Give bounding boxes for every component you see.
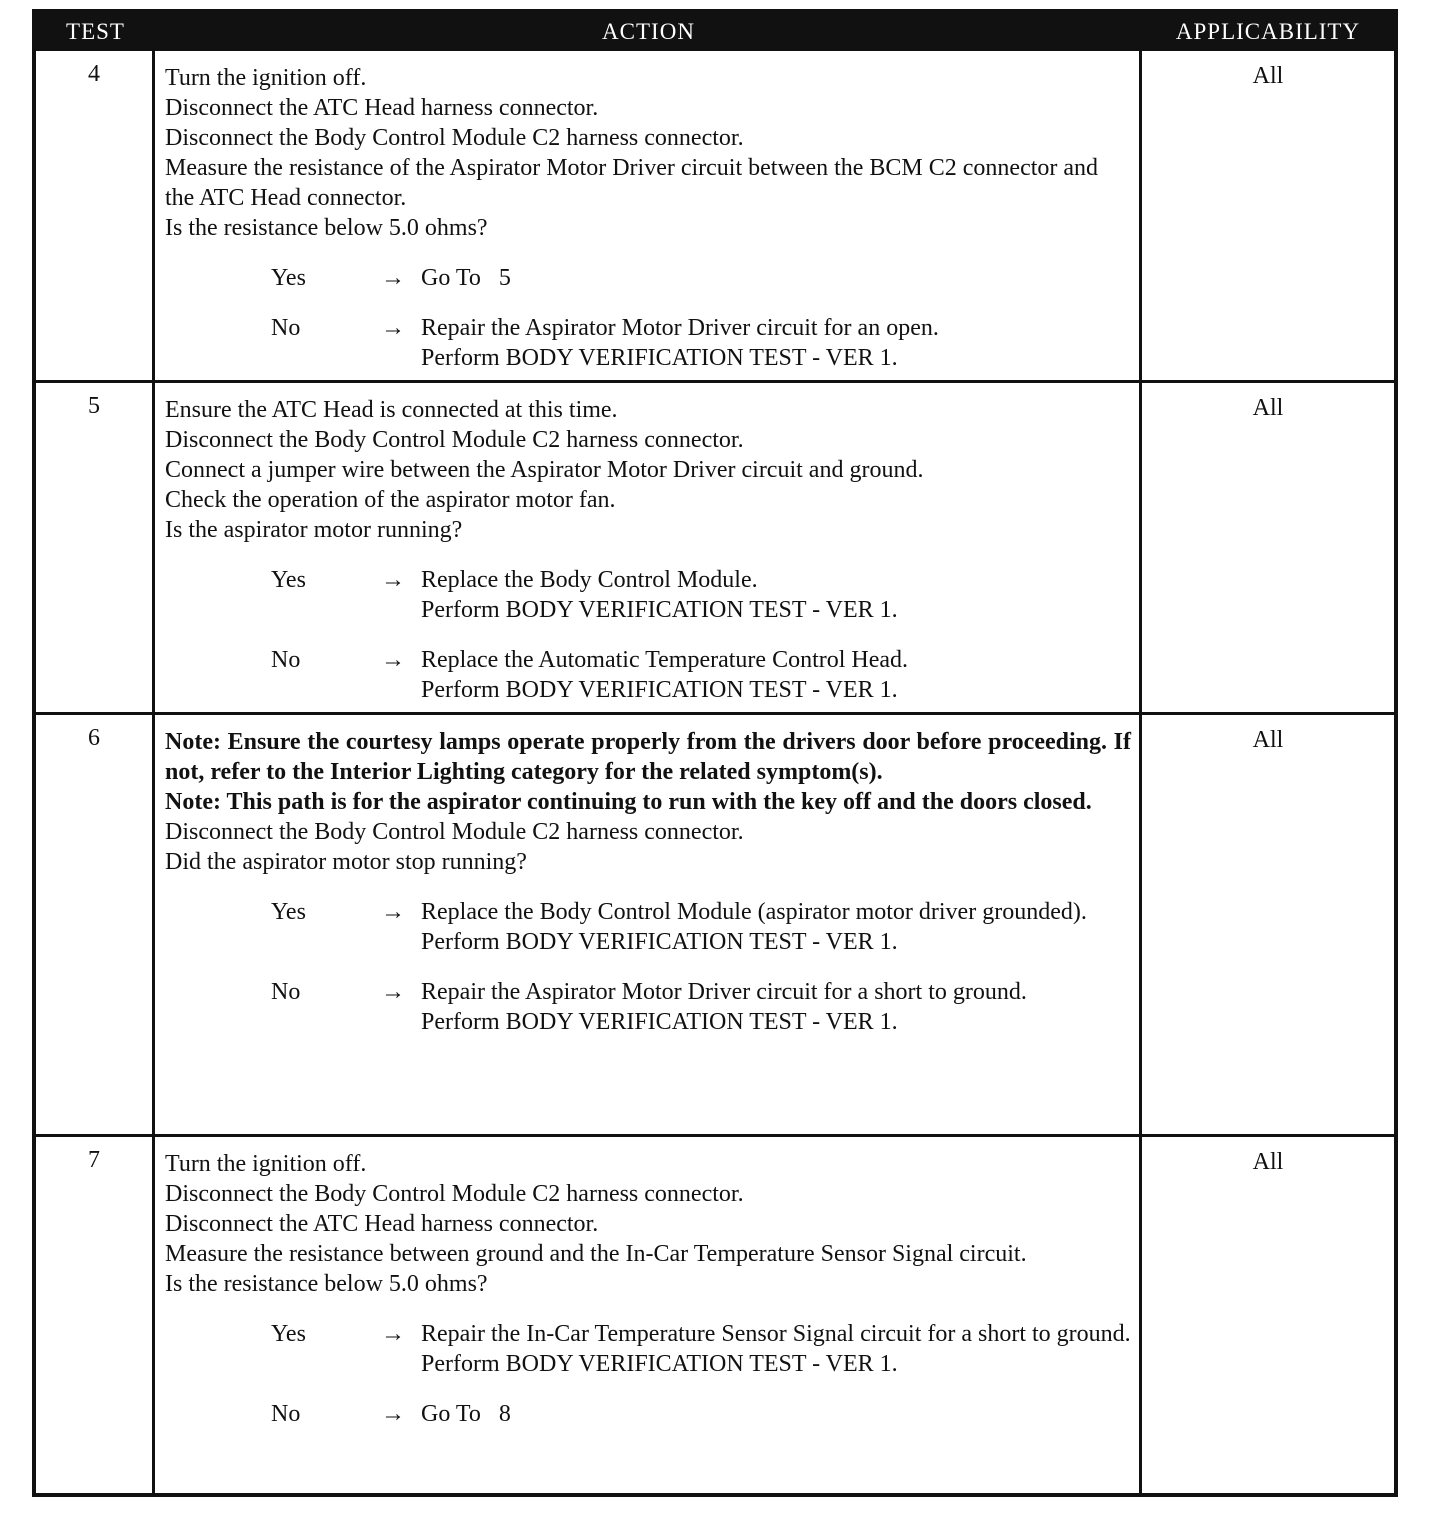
no-result-line: Repair the Aspirator Motor Driver circuit for an open. [421,315,939,341]
action-line: Disconnect the Body Control Module C2 harness connector. [165,819,744,845]
yes-branch [165,897,1131,957]
yes-result-line: Repair the In-Car Temperature Sensor Signal circuit for a short to ground. [421,1321,1131,1347]
diagnostic-test-table [32,9,1398,1497]
no-branch [165,645,1131,705]
no-result-line: Perform BODY VERIFICATION TEST - VER 1. [421,1009,898,1035]
no-label: No [271,315,301,341]
applicability-cell: All [1252,1149,1284,1175]
yes-branch [165,1319,1131,1379]
applicability-cell: All [1252,395,1284,421]
arrow-icon: → [381,899,405,925]
action-line: Measure the resistance of the Aspirator Motor Driver circuit between the BCM C2 connector and the ATC Head connector. [165,155,1099,211]
action-line: Disconnect the ATC Head harness connector. [165,1211,599,1237]
arrow-icon: → [381,567,405,593]
yes-label: Yes [271,265,306,291]
no-label: No [271,979,301,1005]
table-header [36,13,1394,51]
no-branch [165,977,1131,1037]
yes-label: Yes [271,1321,306,1347]
test-number: 5 [36,383,155,712]
test-number: 6 [36,715,155,1134]
yes-result [421,565,1131,625]
action-line: Turn the ignition off. [165,1151,367,1177]
yes-label: Yes [271,899,306,925]
table-row [36,51,1394,383]
no-branch [165,1399,1131,1429]
action-line: Is the resistance below 5.0 ohms? [165,215,488,241]
arrow-icon: → [381,265,405,291]
yes-result: Go To 5 [421,265,511,291]
arrow-icon: → [381,979,405,1005]
action-cell [155,715,1142,1134]
yes-result-line: Perform BODY VERIFICATION TEST - VER 1. [421,929,898,955]
note-text: Note: This path is for the aspirator continuing to run with the key off and the doors closed. [165,789,1092,815]
action-line: Disconnect the ATC Head harness connector. [165,95,599,121]
action-line: Disconnect the Body Control Module C2 harness connector. [165,427,744,453]
no-result-line: Repair the Aspirator Motor Driver circuit for a short to ground. [421,979,1027,1005]
arrow-icon: → [381,315,405,341]
no-label: No [271,647,301,673]
header-action: ACTION [602,19,695,44]
note-text: Note: Ensure the courtesy lamps operate properly from the drivers door before proceeding. If not, refer to the Interior Lighting category for the related symptom(s). [165,729,1131,785]
action-line: Disconnect the Body Control Module C2 harness connector. [165,125,744,151]
no-label: No [271,1401,301,1427]
no-result [421,645,1131,705]
yes-result-line: Replace the Body Control Module (aspirator motor driver grounded). [421,899,1087,925]
no-result-line: Perform BODY VERIFICATION TEST - VER 1. [421,345,898,371]
yes-branch [165,263,1131,293]
yes-label: Yes [271,567,306,593]
action-line: Is the aspirator motor running? [165,517,463,543]
no-result-line: Replace the Automatic Temperature Control Head. [421,647,909,673]
action-line: Did the aspirator motor stop running? [165,849,527,875]
action-line: Is the resistance below 5.0 ohms? [165,1271,488,1297]
table-row [36,715,1394,1137]
yes-result-line: Perform BODY VERIFICATION TEST - VER 1. [421,1351,898,1377]
arrow-icon: → [381,647,405,673]
action-line: Check the operation of the aspirator motor fan. [165,487,616,513]
no-branch [165,313,1131,373]
no-result: Go To 8 [421,1401,511,1427]
no-result-line: Perform BODY VERIFICATION TEST - VER 1. [421,677,898,703]
action-cell [155,51,1142,380]
yes-result [421,897,1131,957]
table-row [36,1137,1394,1494]
yes-result-line: Replace the Body Control Module. [421,567,758,593]
applicability-cell: All [1252,727,1284,753]
action-line: Turn the ignition off. [165,65,367,91]
action-line: Connect a jumper wire between the Aspirator Motor Driver circuit and ground. [165,457,924,483]
header-applicability: APPLICABILITY [1175,19,1361,44]
yes-branch [165,565,1131,625]
yes-result [421,1319,1131,1379]
test-number: 4 [36,51,155,380]
action-cell [155,1137,1142,1494]
action-line: Disconnect the Body Control Module C2 harness connector. [165,1181,744,1207]
no-result [421,977,1131,1037]
action-line: Ensure the ATC Head is connected at this time. [165,397,618,423]
arrow-icon: → [381,1401,405,1427]
no-result [421,313,1131,373]
action-line: Measure the resistance between ground and the In-Car Temperature Sensor Signal circuit. [165,1241,1027,1267]
yes-result-line: Perform BODY VERIFICATION TEST - VER 1. [421,597,898,623]
test-number: 7 [36,1137,155,1494]
applicability-cell: All [1252,63,1284,89]
arrow-icon: → [381,1321,405,1347]
action-cell [155,383,1142,712]
header-test: TEST [66,19,125,44]
table-row [36,383,1394,715]
